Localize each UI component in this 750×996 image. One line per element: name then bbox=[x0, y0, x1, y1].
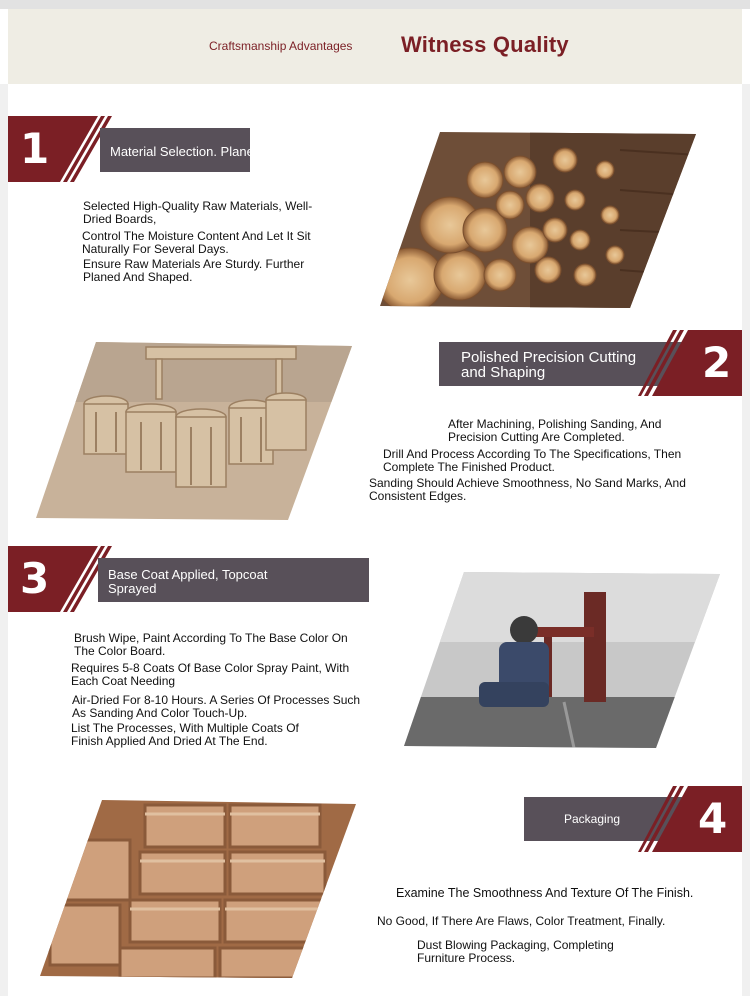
page-header bbox=[8, 9, 742, 84]
step-line: Control The Moisture Content And Let It Sit Naturally For Several Days. bbox=[82, 229, 311, 256]
step-badge-4 bbox=[638, 786, 742, 852]
top-strip bbox=[0, 0, 750, 9]
step-line: Examine The Smoothness And Texture Of The Finish. bbox=[396, 886, 694, 900]
step-badge-2 bbox=[638, 330, 742, 396]
step-line: Air-Dried For 8-10 Hours. A Series Of Processes Such As Sanding And Color Touch-Up. bbox=[72, 693, 361, 720]
step-line: Drill And Process According To The Specifications, Then Complete The Finished Product. bbox=[383, 447, 682, 474]
unfinished-drum-stools-photo bbox=[36, 342, 352, 520]
step-line: Requires 5-8 Coats Of Base Color Spray Paint, With Each Coat Needing bbox=[71, 661, 350, 688]
step-line: Dust Blowing Packaging, Completing Furniture Process. bbox=[417, 938, 614, 965]
step-number: 3 bbox=[20, 554, 50, 603]
step-title: Packaging bbox=[564, 812, 621, 826]
left-margin bbox=[0, 84, 8, 996]
header-subtitle: Craftsmanship Advantages bbox=[209, 39, 353, 53]
step-number: 2 bbox=[702, 338, 732, 387]
step-line: List The Processes, With Multiple Coats Of Finish Applied And Dried At The End. bbox=[71, 721, 299, 748]
wooden-crates-photo bbox=[40, 800, 356, 978]
step-title: Polished Precision Cutting and Shaping bbox=[461, 349, 637, 381]
right-margin bbox=[742, 84, 750, 996]
step-line: Ensure Raw Materials Are Sturdy. Further Planed And Shaped. bbox=[83, 257, 305, 284]
step-title: Base Coat Applied, Topcoat Sprayed bbox=[108, 567, 268, 596]
step-title-bar-3 bbox=[98, 558, 369, 602]
spray-painting-booth-photo bbox=[404, 572, 720, 748]
step-number: 4 bbox=[698, 794, 728, 843]
step-badge-3 bbox=[8, 546, 112, 612]
step-line: Brush Wipe, Paint According To The Base Color On The Color Board. bbox=[74, 631, 348, 658]
step-badge-1 bbox=[8, 116, 112, 182]
header-title: Witness Quality bbox=[401, 32, 569, 57]
step-line: After Machining, Polishing Sanding, And Precision Cutting Are Completed. bbox=[448, 417, 662, 444]
step-line: No Good, If There Are Flaws, Color Treatment, Finally. bbox=[377, 914, 666, 928]
step-title-bar-1 bbox=[100, 128, 265, 172]
step-number: 1 bbox=[20, 124, 50, 173]
step-title: Material Selection. Planed. bbox=[110, 144, 265, 159]
stacked-logs-photo bbox=[380, 130, 698, 310]
step-line: Selected High-Quality Raw Materials, Well-Dried Boards, bbox=[83, 199, 313, 226]
step-line: Sanding Should Achieve Smoothness, No Sand Marks, And Consistent Edges. bbox=[369, 476, 686, 503]
